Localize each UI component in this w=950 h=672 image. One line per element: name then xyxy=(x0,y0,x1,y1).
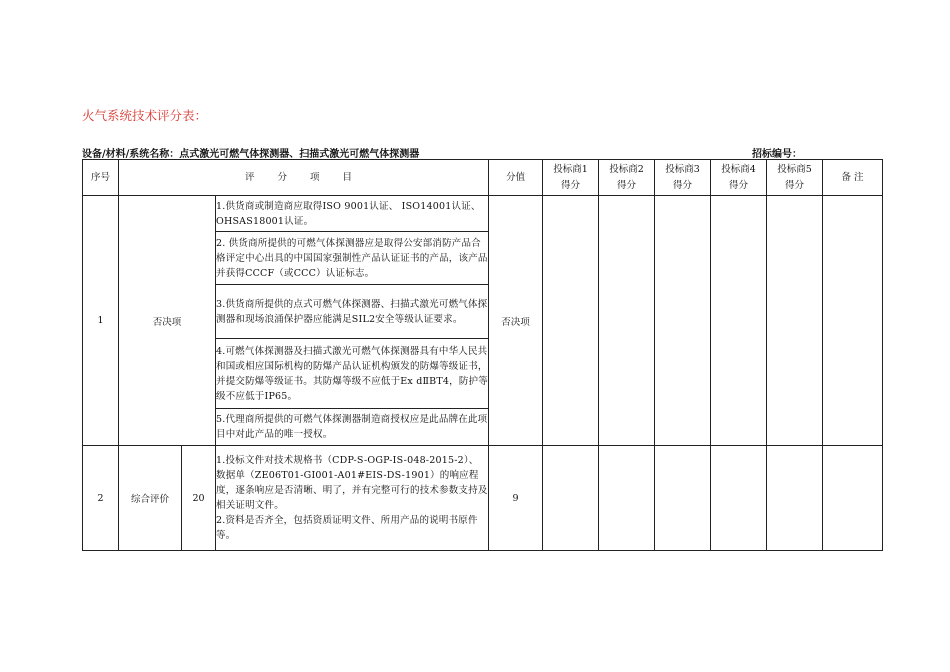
row1-category: 否决项 xyxy=(119,196,216,446)
header-seq: 序号 xyxy=(83,160,119,196)
equipment-name-label: 设备/材料/系统名称：点式激光可燃气体探测器、扫描式激光可燃气体探测器 xyxy=(82,149,420,160)
row1-bidder-2-score xyxy=(599,196,655,446)
row1-criterion-4: 4.可燃气体探测器及扫描式激光可燃气体探测器具有中华人民共和国或相应国际机构的防爆产品认证机构颁发的防爆等级证书，并提交防爆等级证书。其防爆等级不应低于Ex dⅡBT4，防护等级不应低于IP65。 xyxy=(216,339,489,409)
row2-score: 9 xyxy=(489,446,543,551)
meta-row xyxy=(82,145,882,159)
row2-bidder-1-score xyxy=(543,446,599,551)
row1-criterion-2: 2. 供货商所提供的可燃气体探测器应是取得公安部消防产品合格评定中心出具的中国国家强制性产品认证证书的产品，该产品并获得CCCF（或CCC）认证标志。 xyxy=(216,232,489,285)
row1-criterion-3: 3.供货商所提供的点式可燃气体探测器、扫描式激光可燃气体探测器和现场浪涌保护器应能满足SIL2安全等级认证要求。 xyxy=(216,285,489,339)
header-items: 评 分 项 目 xyxy=(119,160,489,196)
row1-remarks xyxy=(823,196,883,446)
header-bidder-4: 投标商4 得分 xyxy=(711,160,767,196)
bid-number-label: 招标编号： xyxy=(752,149,802,160)
row2-criterion-2: 2.资料是否齐全，包括资质证明文件、所用产品的说明书原件等。 xyxy=(216,515,478,541)
row1-bidder-5-score xyxy=(767,196,823,446)
document-title: 火气系统技术评分表： xyxy=(82,108,208,123)
row1-bidder-4-score xyxy=(711,196,767,446)
header-bidder-5: 投标商5 得分 xyxy=(767,160,823,196)
table-header-row xyxy=(83,160,883,196)
row2-category: 综合评价 xyxy=(119,446,182,551)
header-bidder-2: 投标商2 得分 xyxy=(599,160,655,196)
row1-bidder-3-score xyxy=(655,196,711,446)
header-score: 分值 xyxy=(489,160,543,196)
scoring-table xyxy=(82,159,883,551)
row2-criterion-1: 1.投标文件对技术规格书（CDP-S-OGP-IS-048-2015-2）、数据单（ZE06T01-GI001-A01#EIS-DS-1901）的响应程度，逐条响应是否清晰、明了，并有完整可行的技术参数支持及相关证明文件。 xyxy=(216,455,488,511)
row1-criterion-1: 1.供货商或制造商应取得ISO 9001认证、 ISO14001认证、OHSAS18001认证。 xyxy=(216,196,489,232)
row2-seq: 2 xyxy=(83,446,119,551)
row1-score: 否决项 xyxy=(489,196,543,446)
row1-criterion-5: 5.代理商所提供的可燃气体探测器制造商授权应是此品牌在此项目中对此产品的唯一授权。 xyxy=(216,409,489,446)
row2-weight: 20 xyxy=(182,446,216,551)
header-bidder-1: 投标商1 得分 xyxy=(543,160,599,196)
row2-remarks xyxy=(823,446,883,551)
table-row xyxy=(83,446,883,551)
table-row xyxy=(83,196,883,232)
row2-bidder-4-score xyxy=(711,446,767,551)
row2-bidder-2-score xyxy=(599,446,655,551)
row1-bidder-1-score xyxy=(543,196,599,446)
row2-bidder-5-score xyxy=(767,446,823,551)
row1-seq: 1 xyxy=(83,196,119,446)
row2-bidder-3-score xyxy=(655,446,711,551)
row2-criteria xyxy=(216,446,489,551)
header-bidder-3: 投标商3 得分 xyxy=(655,160,711,196)
header-remarks: 备 注 xyxy=(823,160,883,196)
